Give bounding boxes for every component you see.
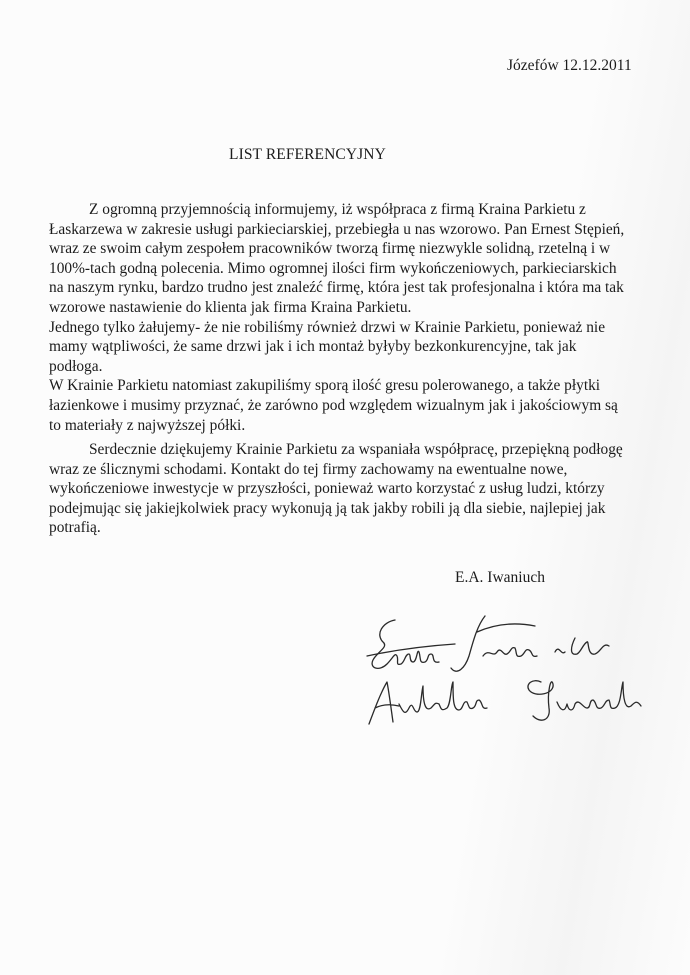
signature-stroke <box>483 648 537 657</box>
paragraph-1 <box>49 200 649 435</box>
text-line: podłoga. <box>49 357 103 375</box>
text-line: wraz ze ślicznymi schodami. Kontakt do tej firmy zachowamy na ewentualne nowe, <box>49 460 568 478</box>
signature-stroke <box>372 620 439 668</box>
text-line: Z ogromną przyjemnością informujemy, iż współpraca z firmą Kraina Parkietu z <box>89 201 586 218</box>
text-line: Łaskarzewa w zakresie usługi parkieciarskiej, przebiegła u nas wzorowo. Pan Ernest Stępień, <box>49 220 625 238</box>
signature-stroke <box>451 616 535 671</box>
signature-stroke <box>399 682 487 712</box>
text-line: na naszym rynku, bardzo trudno jest znaleźć firmę, która jest tak profesjonalna i która ma tak <box>49 279 624 297</box>
text-line: mamy wątpliwości, że same drzwi jak i ich montaż byłyby bezkonkurencyjne, tak jak <box>49 338 577 356</box>
signature-stroke <box>367 644 455 656</box>
text-line: wzorowe nastawienie do klienta jak firma Kraina Parkietu. <box>49 298 412 316</box>
text-line: potrafią. <box>49 519 101 537</box>
signature-stroke <box>528 681 553 720</box>
text-line: wraz ze swoim całym zespołem pracowników tworzą firmę niezwykle solidną, rzetelną i w <box>49 240 611 258</box>
text-line: Serdecznie dziękujemy Krainie Parkietu za wspaniała współpracę, przepiękną podłogę <box>89 441 623 458</box>
text-line: W Krainie Parkietu natomiast zakupiliśmy sporą ilość gresu polerowanego, a także płytki <box>49 377 601 395</box>
text-line: łazienkowe i musimy przyznać, że zarówno pod względem wizualnym jak i jakościowym są <box>49 396 618 414</box>
text-line: wykończeniowe inwestycje w przyszłości, ponieważ warto korzystać z usług ludzi, którzy <box>49 480 605 498</box>
text-line: 100%-tach godną polecenia. Mimo ogromnej ilości firm wykończeniowych, parkieciarskich <box>49 259 617 277</box>
text-line: Jednego tylko żałujemy- że nie robiliśmy również drzwi w Krainie Parkietu, ponieważ nie <box>49 318 606 336</box>
text-line: to materiały z najwyższej półki. <box>49 416 246 434</box>
paragraph-2 <box>49 440 649 538</box>
letter-title: LIST REFERENCYJNY <box>229 146 386 163</box>
signature-stroke <box>557 682 641 710</box>
signature-stroke <box>555 638 609 654</box>
signer-name: E.A. Iwaniuch <box>455 569 545 586</box>
handwritten-signature <box>365 612 665 732</box>
text-line: podejmując się jakiejkolwiek pracy wykonują ją tak jakby robili ją dla siebie, najlepiej jak <box>49 499 606 517</box>
signature-stroke <box>369 682 399 724</box>
place-date: Józefów 12.12.2011 <box>507 57 632 74</box>
